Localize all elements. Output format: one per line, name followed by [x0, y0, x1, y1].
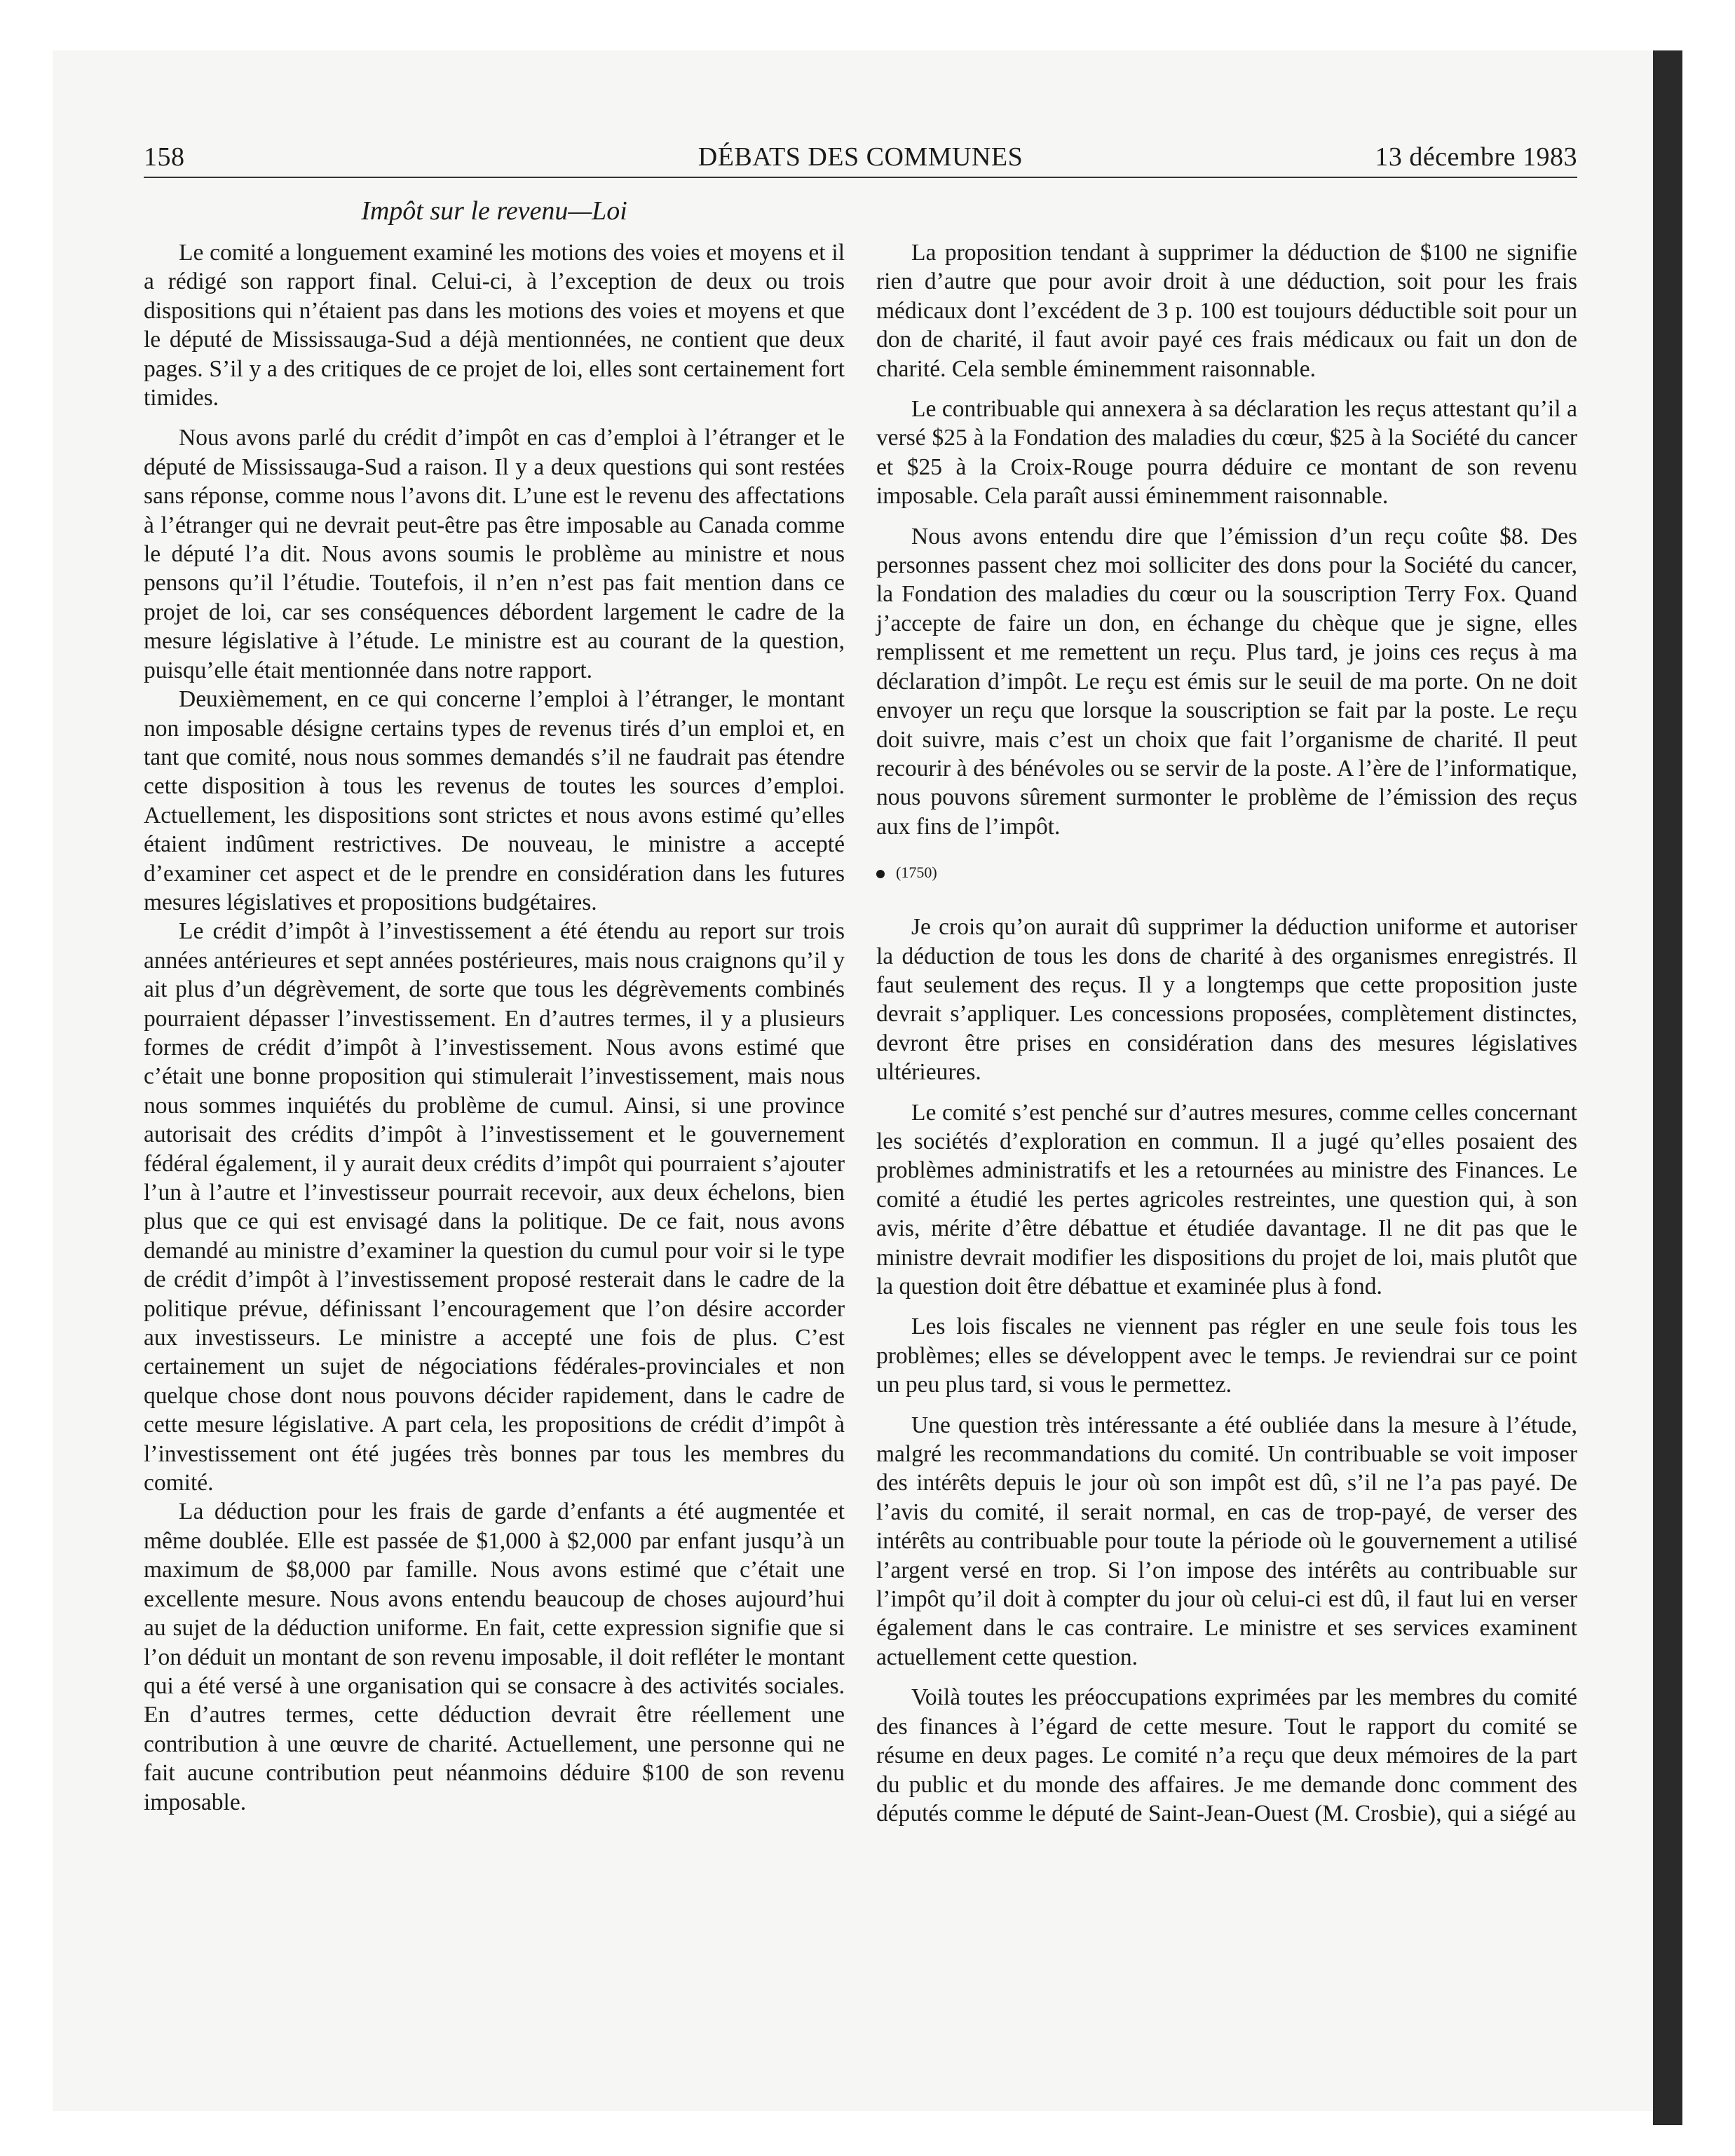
paragraph: Deuxièmement, en ce qui concerne l’emploi à l’étranger, le montant non imposable désigne certains types de revenus tirés d’un emploi et, en tant que comité, nous nous sommes demandés s’il ne faudrait pas étendre cette disposition à tous les revenus de toutes les sources d’emploi. Actuellement, les dispositions sont strictes et nous avons estimé qu’elles étaient indûment restrictives. De nouveau, le ministre a accepté d’examiner cet aspect et de le prendre en considération dans les futures mesures législatives et propositions budgétaires. — [144, 686, 845, 915]
paragraph: La déduction pour les frais de garde d’enfants a été augmentée et même doublée. Elle est passée de $1,000 à $2,000 par enfant jusqu’à un maximum de $8,000 par famille. Nous avons estimé que c’était une excellente mesure. Nous avons entendu beaucoup de choses aujourd’hui au sujet de la déduction uniforme. En fait, cette expression signifie que si l’on déduit un montant de son revenu imposable, il doit refléter le montant qui a été versé à une organisation qui se consacre à des activités sociales. En d’autres termes, cette déduction devrait être réellement une contribution à une œuvre de charité. Actuellement, une personne qui ne fait aucune contribution peut néanmoins déduire $100 de son revenu imposable. — [144, 1499, 845, 1815]
paragraph: Le comité s’est penché sur d’autres mesures, comme celles concernant les sociétés d’exploration en commun. Il a jugé qu’elles posaient des problèmes administratifs et les a retournées au ministre des Finances. Le comité a étudié les pertes agricoles restreintes, une question qui, à son avis, mérite d’être débattue et étudiée davantage. Il ne dit pas que le ministre devrait modifier les dispositions du projet de loi, mais plutôt que la question doit être débattue et examinée plus à fond. — [876, 1099, 1577, 1299]
right-column — [876, 238, 1577, 1828]
paragraph: Le comité a longuement examiné les motions des voies et moyens et il a rédigé son rapport final. Celui-ci, à l’exception de deux ou trois dispositions qui n’étaient pas dans les motions des voies et moyens et que le député de Mississauga-Sud a déjà mentionnées, ne contient que deux pages. S’il y a des critiques de ce projet de loi, elles sont certainement fort timides. — [144, 240, 845, 411]
paragraph: Le crédit d’impôt à l’investissement a été étendu au report sur trois années antérieures et sept années postérieures, mais nous craignons qu’il y ait plus d’un dégrèvement, de sorte que tous les dégrèvements combinés pourraient dépasser l’investissement. En d’autres termes, il y a plusieurs formes de crédit d’impôt à l’investissement. Nous avons estimé que c’était une bonne proposition qui stimulerait l’investissement, mais nous nous sommes inquiétés du problème de cumul. Ainsi, si une province autorisait des crédits d’impôt à l’investissement et le gouvernement fédéral également, il y aurait deux crédits d’impôt qui pourraient s’ajouter l’un à l’autre et l’investisseur pourrait recevoir, aux deux échelons, bien plus que ce qui est envisagé dans la politique. De ce fait, nous avons demandé au ministre d’examiner la question du cumul pour voir si le type de crédit d’impôt à l’investissement proposé resterait dans le cadre de la politique prévue, définissant l’encouragement que l’on désire accorder aux investisseurs. Le ministre a accepté une fois de plus. C’est certainement un sujet de négociations fédérales-provinciales et non quelque chose dont nous pouvons décider rapidement, dans le cadre de cette mesure législative. A part cela, les propositions de crédit d’impôt à l’investissement ont été jugées très bonnes par tous les membres du comité. — [144, 918, 845, 1496]
left-column — [144, 238, 845, 1817]
time-marker — [876, 861, 1577, 885]
paragraph: Nous avons entendu dire que l’émission d’un reçu coûte $8. Des personnes passent chez moi solliciter des dons pour la Société du cancer, la Fondation des maladies du cœur ou la souscription Terry Fox. Quand j’accepte de faire un don, en échange du chèque que je signe, elles remplissent et me remettent un reçu. Plus tard, je joins ces reçus à ma déclaration d’impôt. Le reçu est émis sur le seuil de ma porte. On ne doit envoyer un reçu que lorsque la souscription se fait par la poste. Le reçu doit suivre, mais c’est un choix que fait l’organisme de charité. Il peut recourir à des bénévoles ou se servir de la poste. A l’ère de l’informatique, nous pouvons sûrement surmonter le problème de l’émission des reçus aux fins de l’impôt. — [876, 523, 1577, 840]
publication-title: DÉBATS DES COMMUNES — [698, 142, 1023, 172]
subject-heading: Impôt sur le revenu—Loi — [361, 196, 627, 226]
paragraph: Les lois fiscales ne viennent pas régler en une seule fois tous les problèmes; elles se développent avec le temps. Je reviendrai sur ce point un peu plus tard, si vous le permettez. — [876, 1314, 1577, 1398]
page-header — [144, 139, 1577, 178]
paragraph: La proposition tendant à supprimer la déduction de $100 ne signifie rien d’autre que pour avoir droit à une déduction, soit pour les frais médicaux dont l’excédent de 3 p. 100 est toujours déductible soit pour un don de charité, il faut avoir payé ces frais médicaux ou fait un don de charité. Cela semble éminemment raisonnable. — [876, 240, 1577, 382]
paragraph: Voilà toutes les préoccupations exprimées par les membres du comité des finances à l’égard de cette mesure. Tout le rapport du comité se résume en deux pages. Le comité n’a reçu que deux mémoires de la part du public et du monde des affaires. Je me demande donc comment des députés comme le député de Saint-Jean-Ouest (M. Crosbie), qui a siégé au — [876, 1684, 1577, 1827]
scan-edge-bar — [1653, 50, 1682, 2125]
time-marker-label: (1750) — [896, 864, 937, 882]
paragraph: Une question très intéressante a été oubliée dans la mesure à l’étude, malgré les recommandations du comité. Un contribuable se voit imposer des intérêts depuis le jour où son impôt est dû, s’il ne l’a pas payé. De l’avis du comité, il serait normal, en cas de trop-payé, de verser des intérêts au contribuable pour toute la période où le gouvernement a utilisé l’argent versé en trop. Si l’on impose des intérêts au contribuable sur l’impôt qu’il doit à compter du jour où celui-ci est dû, il faut lui en verser également dans le cas contraire. Le ministre et ses services examinent actuellement cette question. — [876, 1412, 1577, 1670]
paragraph: Nous avons parlé du crédit d’impôt en cas d’emploi à l’étranger et le député de Mississauga-Sud a raison. Il y a deux questions qui sont restées sans réponse, comme nous l’avons dit. L’une est le revenu des affectations à l’étranger qui ne devrait peut-être pas être imposable au Canada comme le député l’a dit. Nous avons soumis le problème au ministre et nous pensons qu’il l’étudie. Toutefois, il n’en n’est pas fait mention dans ce projet de loi, car ses conséquences débordent largement le cadre de la mesure législative à l’étude. Le ministre est au courant de la question, puisqu’elle était mentionnée dans notre rapport. — [144, 425, 845, 683]
page-number: 158 — [144, 142, 185, 172]
paragraph: Le contribuable qui annexera à sa déclaration les reçus attestant qu’il a versé $25 à la Fondation des maladies du cœur, $25 à la Société du cancer et $25 à la Croix-Rouge pourra déduire ce montant de son revenu imposable. Cela paraît aussi éminemment raisonnable. — [876, 396, 1577, 510]
paragraph: Je crois qu’on aurait dû supprimer la déduction uniforme et autoriser la déduction de tous les dons de charité à des organismes enregistrés. Il faut seulement des reçus. Il y a longtemps que cette proposition juste devrait s’appliquer. Les concessions proposées, complètement distinctes, devront être prises en considération dans des mesures législatives ultérieures. — [876, 914, 1577, 1086]
publication-date: 13 décembre 1983 — [1375, 142, 1577, 172]
bullet-icon — [876, 870, 885, 878]
